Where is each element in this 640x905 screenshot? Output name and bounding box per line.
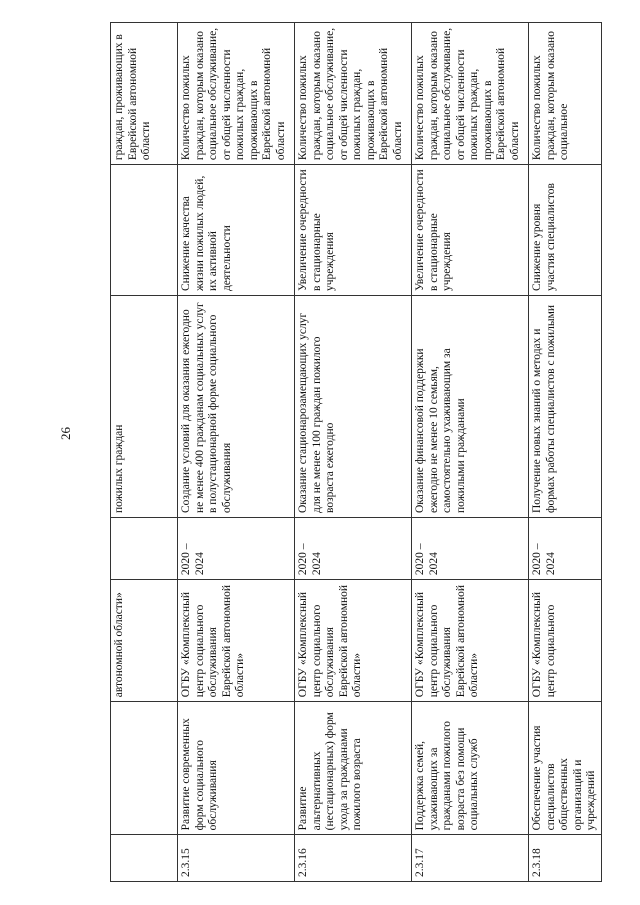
cell-number [111, 835, 178, 882]
cell-term: 2020 – 2024 [295, 518, 412, 580]
cell-term: 2020 – 2024 [178, 518, 295, 580]
cell-number: 2.3.17 [412, 835, 529, 882]
cell-term: 2020 – 2024 [529, 518, 602, 580]
cell-result: Оказание стационарозамещающих услуг для не менее 100 граждан пожилого возраста ежегодно [295, 296, 412, 518]
cell-risk: Увеличение очередности в стационарные учреждения [295, 165, 412, 296]
cell-executor: ОГБУ «Комплексный центр социального обслуживания Еврейской автономной области» [178, 580, 295, 702]
rotated-table-container [110, 22, 597, 882]
cell-risk: Снижение качества жизни пожилых людей, их активной деятельности [178, 165, 295, 296]
cell-term [111, 518, 178, 580]
cell-number: 2.3.15 [178, 835, 295, 882]
cell-executor: автономной области» [111, 580, 178, 702]
cell-name: Поддержка семей, ухаживающих за гражданами пожилого возраста без помощи социальных служб [412, 702, 529, 835]
cell-name: Обеспечение участия специалистов общественных организаций и учреждений [529, 702, 602, 835]
cell-number: 2.3.16 [295, 835, 412, 882]
cell-executor: ОГБУ «Комплексный центр социального [529, 580, 602, 702]
table-row [295, 23, 412, 882]
cell-risk [111, 165, 178, 296]
cell-name: Развитие альтернативных (нестационарных) форм ухода за гражданами пожилого возраста [295, 702, 412, 835]
cell-result: Получение новых знаний о методах и формах работы специалистов с пожилыми [529, 296, 602, 518]
cell-risk: Увеличение очередности в стационарные учреждения [412, 165, 529, 296]
table-row [412, 23, 529, 882]
page-number: 26 [58, 427, 73, 440]
table-row [529, 23, 602, 882]
cell-name [111, 702, 178, 835]
cell-term: 2020 – 2024 [412, 518, 529, 580]
cell-indicator: граждан, проживающих в Еврейской автономной области [111, 23, 178, 165]
table-row [178, 23, 295, 882]
cell-result: Создание условий для оказания ежегодно не менее 400 гражданам социальных услуг в полустационарной форме социального обслуживания [178, 296, 295, 518]
cell-name: Развитие современных форм социального обслуживания [178, 702, 295, 835]
measures-table [110, 22, 602, 882]
cell-indicator: Количество пожилых граждан, которым оказано социальное обслуживание, от общей численности пожилых граждан, проживающих в Еврейской автономной области [412, 23, 529, 165]
cell-executor: ОГБУ «Комплексный центр социального обслуживания Еврейской автономной области» [412, 580, 529, 702]
cell-number: 2.3.18 [529, 835, 602, 882]
cell-indicator: Количество пожилых граждан, которым оказано социальное [529, 23, 602, 165]
cell-indicator: Количество пожилых граждан, которым оказано социальное обслуживание, от общей численности пожилых граждан, проживающих в Еврейской автономной области [178, 23, 295, 165]
cell-executor: ОГБУ «Комплексный центр социального обслуживания Еврейской автономной области» [295, 580, 412, 702]
table-row [111, 23, 178, 882]
cell-indicator: Количество пожилых граждан, которым оказано социальное обслуживание, от общей численности пожилых граждан, проживающих в Еврейской автономной области [295, 23, 412, 165]
cell-result: пожилых граждан [111, 296, 178, 518]
cell-risk: Снижение уровня участия специалистов [529, 165, 602, 296]
cell-result: Оказание финансовой поддержки ежегодно не менее 10 семьям, самостоятельно ухаживающим за пожилыми гражданами [412, 296, 529, 518]
